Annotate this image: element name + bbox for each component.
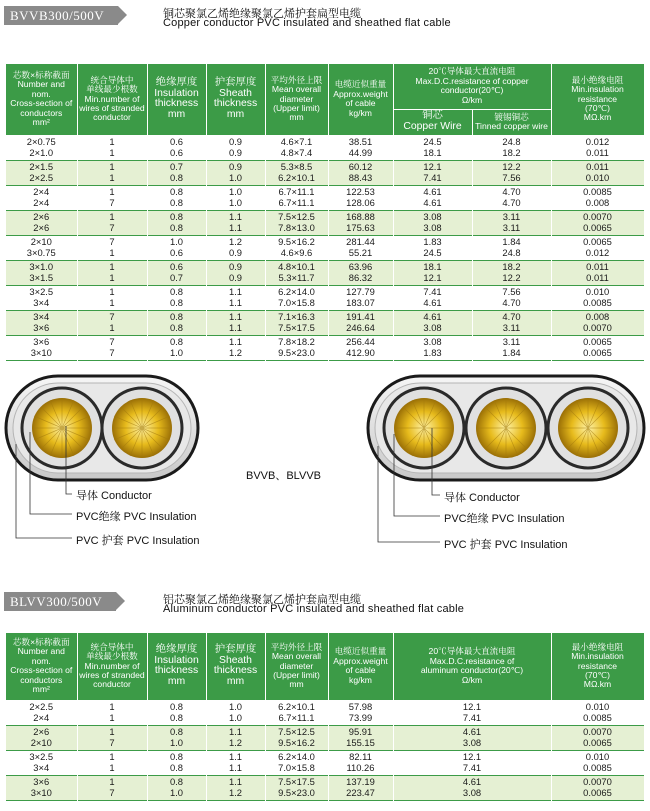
cell-min-res: 0.010 0.0085 [551, 285, 644, 310]
cell-cores: 2×6 2×6 [6, 210, 77, 235]
cell-min-res: 0.0065 0.012 [551, 235, 644, 260]
cell-insulation: 0.8 1.0 [147, 775, 206, 800]
table-row [6, 260, 644, 285]
callout-insulation-left: PVC绝缘 PVC Insulation [76, 511, 197, 523]
conductor-core [22, 388, 102, 468]
cell-copper: 12.1 7.41 [393, 160, 472, 185]
cell-copper: 18.1 12.1 [393, 260, 472, 285]
conductor-core [466, 388, 546, 468]
header-tinned-wire: 镀锡铜芯 Tinned copper wire [472, 109, 551, 135]
cell-insulation: 0.8 0.8 [147, 285, 206, 310]
table-row [6, 210, 644, 235]
cell-resistance: 12.1 7.41 [393, 750, 551, 775]
header-diameter: 平均外径上限 Mean overall diameter (Upper limit) mm [265, 633, 328, 700]
header-min-insulation-resistance: 最小绝缘电阻 Min.insulation resistance (70℃) MΩ.km [551, 633, 644, 700]
cell-min-res: 0.010 0.0085 [551, 700, 644, 725]
cell-diameter: 4.8×10.1 5.3×11.7 [265, 260, 328, 285]
cell-cores: 2×1.5 2×2.5 [6, 160, 77, 185]
cell-tinned: 3.11 3.11 [472, 210, 551, 235]
table-row [6, 285, 644, 310]
cell-weight: 281.44 55.21 [328, 235, 393, 260]
cell-sheath: 1.1 1.2 [206, 775, 265, 800]
section-title-en: Aluminum conductor PVC insulated and sheathed flat cable [163, 603, 465, 615]
spec-table-copper [6, 64, 645, 361]
conductor-core [102, 388, 182, 468]
header-weight: 电缆近似重量 Approx.weight of cable kg/km [328, 64, 393, 135]
table-row [6, 750, 644, 775]
cell-resistance: 4.61 3.08 [393, 725, 551, 750]
model-tag: BLVV300/500V [4, 592, 116, 611]
cell-weight: 168.88 175.63 [328, 210, 393, 235]
cell-copper: 4.61 4.61 [393, 185, 472, 210]
cell-cores: 2×2.5 2×4 [6, 700, 77, 725]
header-sheath: 护套厚度 Sheath thickness mm [206, 633, 265, 700]
table-body [6, 135, 644, 360]
cell-tinned: 1.84 24.8 [472, 235, 551, 260]
cell-weight: 60.12 88.43 [328, 160, 393, 185]
cell-sheath: 0.9 0.9 [206, 135, 265, 160]
cell-weight: 38.51 44.99 [328, 135, 393, 160]
cell-strands: 1 7 [77, 210, 147, 235]
cell-tinned: 3.11 1.84 [472, 335, 551, 360]
cell-strands: 1 1 [77, 135, 147, 160]
section-title-cn: 铜芯聚氯乙烯绝缘聚氯乙烯护套扁型电缆 [163, 8, 361, 20]
cell-resistance: 4.61 3.08 [393, 775, 551, 800]
table-row [6, 775, 644, 800]
cell-weight: 256.44 412.90 [328, 335, 393, 360]
cell-strands: 1 1 [77, 750, 147, 775]
callout-insulation-right: PVC绝缘 PVC Insulation [444, 513, 565, 525]
conductor-core [548, 388, 628, 468]
header-insulation: 绝缘厚度 Insulation thickness mm [147, 633, 206, 700]
model-label: BVVB、BLVVB [246, 470, 321, 482]
cell-diameter: 9.5×16.2 4.6×9.6 [265, 235, 328, 260]
cell-sheath: 1.1 1.2 [206, 335, 265, 360]
cell-min-res: 0.0070 0.0065 [551, 775, 644, 800]
cell-sheath: 0.9 1.0 [206, 160, 265, 185]
cell-cores: 3×4 3×6 [6, 310, 77, 335]
cell-copper: 3.08 1.83 [393, 335, 472, 360]
cell-weight: 82.11 110.26 [328, 750, 393, 775]
cell-insulation: 0.7 0.8 [147, 160, 206, 185]
cell-insulation: 0.6 0.7 [147, 260, 206, 285]
cell-insulation: 1.0 0.6 [147, 235, 206, 260]
cell-cores: 3×2.5 3×4 [6, 750, 77, 775]
cell-insulation: 0.8 0.8 [147, 750, 206, 775]
cell-sheath: 1.1 1.2 [206, 725, 265, 750]
cell-strands: 7 1 [77, 310, 147, 335]
cell-strands: 7 7 [77, 335, 147, 360]
section1-header [0, 3, 650, 29]
conductor-core [384, 388, 464, 468]
spec-table-aluminum [6, 633, 645, 801]
section2-header [0, 589, 650, 615]
model-tag: BVVB300/500V [4, 6, 118, 25]
cell-strands: 7 1 [77, 235, 147, 260]
callout-conductor-right: 导体 Conductor [444, 492, 520, 504]
cell-diameter: 7.5×17.5 9.5×23.0 [265, 775, 328, 800]
table-row [6, 700, 644, 725]
section-title-en: Copper conductor PVC insulated and sheathed flat cable [163, 17, 451, 29]
cell-tinned: 24.8 18.2 [472, 135, 551, 160]
cell-min-res: 0.0085 0.008 [551, 185, 644, 210]
cell-copper: 24.5 18.1 [393, 135, 472, 160]
cell-min-res: 0.0070 0.0065 [551, 210, 644, 235]
cell-copper: 1.83 24.5 [393, 235, 472, 260]
cell-copper: 7.41 4.61 [393, 285, 472, 310]
cell-cores: 3×1.0 3×1.5 [6, 260, 77, 285]
cell-copper: 4.61 3.08 [393, 310, 472, 335]
cell-sheath: 1.0 1.0 [206, 185, 265, 210]
table-row [6, 235, 644, 260]
header-diameter: 平均外径上限 Mean overall diameter (Upper limit) mm [265, 64, 328, 135]
cell-diameter: 6.2×14.0 7.0×15.8 [265, 285, 328, 310]
cell-min-res: 0.011 0.010 [551, 160, 644, 185]
cell-sheath: 1.1 1.1 [206, 210, 265, 235]
cell-weight: 63.96 86.32 [328, 260, 393, 285]
cell-diameter: 4.6×7.1 4.8×7.4 [265, 135, 328, 160]
callout-sheath-right: PVC 护套 PVC Insulation [444, 539, 568, 551]
cell-strands: 1 7 [77, 725, 147, 750]
cell-min-res: 0.010 0.0085 [551, 750, 644, 775]
cell-sheath: 1.1 1.1 [206, 310, 265, 335]
cell-weight: 191.41 246.64 [328, 310, 393, 335]
cell-strands: 1 7 [77, 185, 147, 210]
header-cores: 芯数×标称截面 Number and nom. Cross-section of conductors mm² [6, 633, 77, 700]
callout-conductor-left: 导体 Conductor [76, 490, 152, 502]
header-insulation: 绝缘厚度 Insulation thickness mm [147, 64, 206, 135]
header-strands: 统合导体中 单线最少根数 Min.number of wires of stranded conductor [77, 633, 147, 700]
cell-min-res: 0.008 0.0070 [551, 310, 644, 335]
cell-min-res: 0.011 0.011 [551, 260, 644, 285]
header-copper-wire: 铜芯 Copper Wire [393, 109, 472, 135]
cell-sheath: 1.1 1.1 [206, 285, 265, 310]
header-weight: 电缆近似重量 Approx.weight of cable kg/km [328, 633, 393, 700]
header-strands: 统合导体中 单线最少根数 Min.number of wires of stranded conductor [77, 64, 147, 135]
cell-tinned: 4.70 4.70 [472, 185, 551, 210]
cell-strands: 1 1 [77, 160, 147, 185]
header-sheath: 护套厚度 Sheath thickness mm [206, 64, 265, 135]
cell-cores: 2×10 3×0.75 [6, 235, 77, 260]
table-row [6, 335, 644, 360]
table-body [6, 700, 644, 800]
header-min-insulation-resistance: 最小绝缘电阻 Min.insulation resistance (70℃) MΩ.km [551, 64, 644, 135]
cell-diameter: 6.2×10.1 6.7×11.1 [265, 700, 328, 725]
table-row [6, 135, 644, 160]
cell-tinned: 18.2 12.2 [472, 260, 551, 285]
cell-insulation: 0.8 0.8 [147, 310, 206, 335]
cell-cores: 3×2.5 3×4 [6, 285, 77, 310]
cell-min-res: 0.0070 0.0065 [551, 725, 644, 750]
cell-insulation: 0.6 0.6 [147, 135, 206, 160]
cell-insulation: 0.8 0.8 [147, 210, 206, 235]
cell-weight: 57.98 73.99 [328, 700, 393, 725]
callout-sheath-left: PVC 护套 PVC Insulation [76, 535, 200, 547]
cell-insulation: 0.8 1.0 [147, 335, 206, 360]
cell-diameter: 7.1×16.3 7.5×17.5 [265, 310, 328, 335]
cell-sheath: 0.9 0.9 [206, 260, 265, 285]
cell-insulation: 0.8 0.8 [147, 185, 206, 210]
table-row [6, 725, 644, 750]
cell-strands: 1 1 [77, 285, 147, 310]
cell-strands: 1 7 [77, 775, 147, 800]
cell-min-res: 0.012 0.011 [551, 135, 644, 160]
cell-cores: 2×0.75 2×1.0 [6, 135, 77, 160]
cell-diameter: 7.5×12.5 7.8×13.0 [265, 210, 328, 235]
header-cores: 芯数×标称截面 Number and nom. Cross-section of conductors mm² [6, 64, 77, 135]
header-resistance-group: 20℃导体最大直流电阻 Max.D.C.resistance of copper conductor(20℃) Ω/km [393, 64, 551, 109]
cell-cores: 2×4 2×4 [6, 185, 77, 210]
cell-sheath: 1.1 1.1 [206, 750, 265, 775]
cell-tinned: 4.70 3.11 [472, 310, 551, 335]
cell-weight: 95.91 155.15 [328, 725, 393, 750]
cell-tinned: 12.2 7.56 [472, 160, 551, 185]
cell-cores: 3×6 3×10 [6, 775, 77, 800]
cell-diameter: 7.8×18.2 9.5×23.0 [265, 335, 328, 360]
cell-min-res: 0.0065 0.0065 [551, 335, 644, 360]
cell-weight: 137.19 223.47 [328, 775, 393, 800]
table-row [6, 185, 644, 210]
cell-tinned: 7.56 4.70 [472, 285, 551, 310]
header-resistance: 20℃导体最大直流电阻 Max.D.C.resistance of aluminum conductor(20℃) Ω/km [393, 633, 551, 700]
cell-sheath: 1.2 0.9 [206, 235, 265, 260]
cell-resistance: 12.1 7.41 [393, 700, 551, 725]
cell-diameter: 7.5×12.5 9.5×16.2 [265, 725, 328, 750]
cell-weight: 122.53 128.06 [328, 185, 393, 210]
cell-sheath: 1.0 1.0 [206, 700, 265, 725]
cell-cores: 3×6 3×10 [6, 335, 77, 360]
cell-cores: 2×6 2×10 [6, 725, 77, 750]
cell-diameter: 5.3×8.5 6.2×10.1 [265, 160, 328, 185]
cell-strands: 1 1 [77, 260, 147, 285]
cell-diameter: 6.2×14.0 7.0×15.8 [265, 750, 328, 775]
cell-insulation: 0.8 1.0 [147, 725, 206, 750]
table-row [6, 160, 644, 185]
section-title-cn: 铝芯聚氯乙烯绝缘聚氯乙烯护套扁型电缆 [163, 594, 361, 606]
cell-diameter: 6.7×11.1 6.7×11.1 [265, 185, 328, 210]
cell-strands: 1 1 [77, 700, 147, 725]
cell-copper: 3.08 3.08 [393, 210, 472, 235]
cell-weight: 127.79 183.07 [328, 285, 393, 310]
cell-insulation: 0.8 0.8 [147, 700, 206, 725]
table-row [6, 310, 644, 335]
